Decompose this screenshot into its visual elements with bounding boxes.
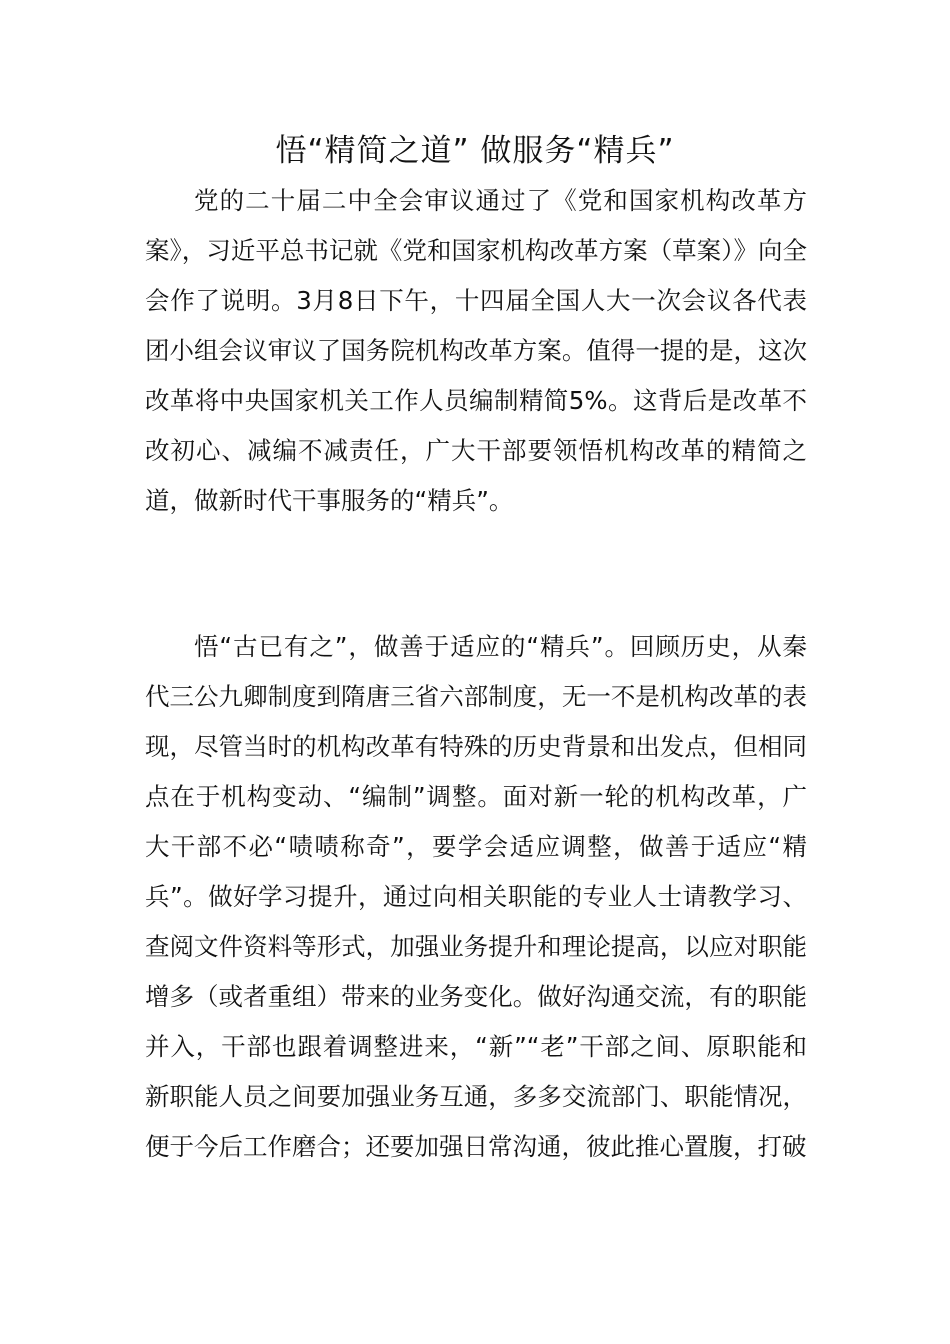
body-paragraph-1: 党的二十届二中全会审议通过了《党和国家机构改革方案》，习近平总书记就《党和国家机构改革方案（草案）》向全会作了说明。3月8日下午，十四届全国人大一次会议各代表团小组会议审议了国务院机构改革方案。值得一提的是，这次改革将中央国家机关工作人员编制精简5%。这背后是改革不改初心、减编不减责任，广大干部要领悟机构改革的精简之道，做新时代干事服务的“精兵”。	[145, 186, 807, 515]
body-paragraph-2: 悟“古已有之”，做善于适应的“精兵”。回顾历史，从秦代三公九卿制度到隋唐三省六部制度，无一不是机构改革的表现，尽管当时的机构改革有特殊的历史背景和出发点，但相同点在于机构变动、“编制”调整。面对新一轮的机构改革，广大干部不必“啧啧称奇”，要学会适应调整，做善于适应“精兵”。做好学习提升，通过向相关职能的专业人士请教学习、查阅文件资料等形式，加强业务提升和理论提高，以应对职能增多（或者重组）带来的业务变化。做好沟通交流，有的职能并入，干部也跟着调整进来，“新”“老”干部之间、原职能和新职能人员之间要加强业务互通，多多交流部门、职能情况，便于今后工作磨合；还要加强日常沟通，彼此推心置腹，打破	[145, 632, 807, 1161]
document-title: 悟“精简之道” 做服务“精兵”	[275, 133, 675, 169]
